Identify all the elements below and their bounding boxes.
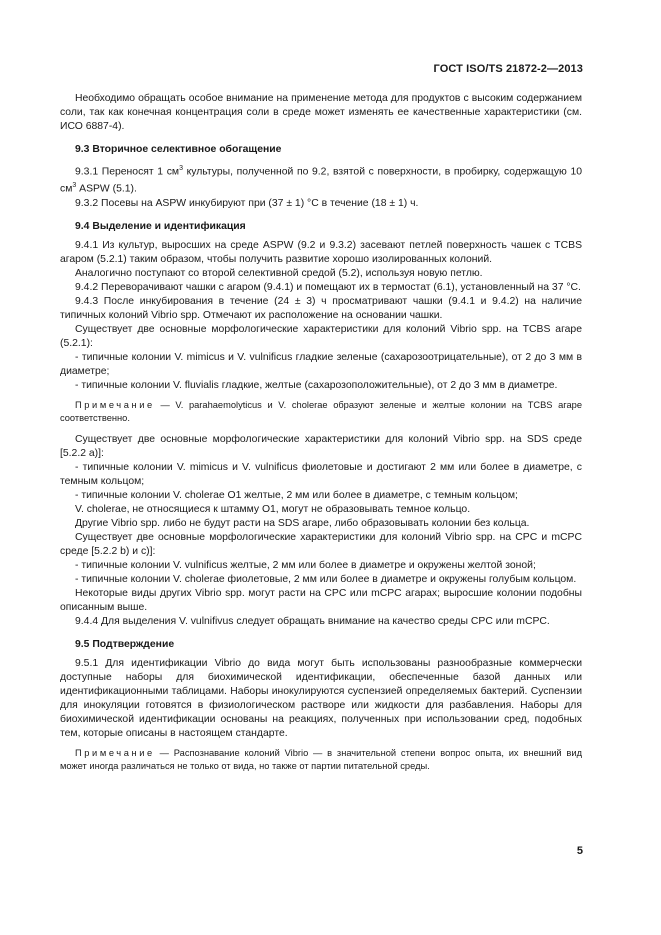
paragraph: Другие Vibrio spp. либо не будут расти на SDS агаре, либо образовывать колонии без кольца. bbox=[75, 517, 530, 529]
list-item: - типичные колонии V. mimicus и V. vulnificus фиолетовые и достигают 2 мм или более в диаметре, с темным кольцом; bbox=[60, 461, 582, 487]
page-body bbox=[60, 92, 582, 781]
paragraph-9-5-1: 9.5.1 Для идентификации Vibrio до вида могут быть использованы разнообразные коммерчески доступные наборы для биохимической идентификации, обеспеченные базой данных или идентификационными таблицами. Наборы инокулируются суспензией определяемых бактерий. Суспензии для инокуляции готовятся в физиологическом растворе или жидкости для разбавления. Наборы для биохимической идентификации основаны на реакциях, полученных при использовании сред, подобных тем, которые описаны в настоящем стандарте. bbox=[60, 657, 582, 739]
paragraph: Аналогично поступают со второй селективной средой (5.2), используя новую петлю. bbox=[75, 267, 483, 279]
paragraph: Существует две основные морфологические характеристики для колоний Vibrio spp. на TCBS агаре (5.2.1): bbox=[60, 323, 582, 349]
page-number: 5 bbox=[576, 845, 583, 857]
list-item: - типичные колонии V. mimicus и V. vulnificus гладкие зеленые (сахарозоотрицательные), от 2 до 3 мм в диаметре; bbox=[60, 351, 582, 377]
list-item: - типичные колонии V. cholerae O1 желтые, 2 мм или более в диаметре, с темным кольцом; bbox=[75, 489, 518, 501]
paragraph: Некоторые виды других Vibrio spp. могут расти на CPC или mCPC агарах; выросшие колонии подобны описанным выше. bbox=[60, 587, 582, 613]
paragraph-9-4-1: 9.4.1 Из культур, выросших на среде ASPW (9.2 и 9.3.2) засевают петлей поверхность чашек с TCBS агаром (5.2.1) таким образом, чтобы получить развитие хорошо изолированных колоний. bbox=[60, 239, 582, 265]
paragraph: Существует две основные морфологические характеристики для колоний Vibrio spp. на CPC и mCPC среде [5.2.2 b) и c)]: bbox=[60, 531, 582, 557]
section-9-5-heading: 9.5 Подтверждение bbox=[75, 638, 175, 650]
list-item: - типичные колонии V. cholerae фиолетовые, 2 мм или более в диаметре и окружены голубым кольцом. bbox=[75, 573, 577, 585]
note-2: Примечание — Распознавание колоний Vibrio — в значительной степени вопрос опыта, их внешний вид может иногда различаться не только от вида, но также от партии питательной среды. bbox=[60, 747, 582, 771]
paragraph-9-4-2: 9.4.2 Переворачивают чашки с агаром (9.4.1) и помещают их в термостат (6.1), установленный на 37 °С. bbox=[75, 281, 581, 293]
section-9-4-heading: 9.4 Выделение и идентификация bbox=[75, 220, 246, 232]
paragraph-9-4-3: 9.4.3 После инкубирования в течение (24 ± 3) ч просматривают чашки (9.4.1 и 9.4.2) на наличие типичных колоний Vibrio spp. Отмечают их расположение на основании чашки. bbox=[60, 295, 582, 321]
paragraph: Существует две основные морфологические характеристики для колоний Vibrio spp. на SDS среде [5.2.2 а)]: bbox=[60, 433, 582, 459]
section-9-3-heading: 9.3 Вторичное селективное обогащение bbox=[75, 144, 282, 155]
paragraph-9-3-2: 9.3.2 Посевы на ASPW инкубируют при (37 ± 1) °С в течение (18 ± 1) ч. bbox=[75, 197, 419, 209]
standard-designation: ГОСТ ISO/TS 21872-2—2013 bbox=[433, 63, 583, 75]
paragraph: V. cholerae, не относящиеся к штамму O1, могут не образовывать темное кольцо. bbox=[75, 503, 471, 515]
paragraph-9-3-1: 9.3.1 Переносят 1 $см^3$ культуры, полученной по 9.2, взятой с поверхности, в пробирку, содержащую 10 $см^3$ ASPW (5.1). bbox=[60, 165, 583, 195]
note-1: Примечание — V. parahaemolyticus и V. cholerae образуют зеленые и желтые колонии на TCBS агаре соответственно. bbox=[60, 399, 582, 423]
intro-paragraph: Необходимо обращать особое внимание на применение метода для продуктов с высоким содержанием соли, так как конечная концентрация соли в среде может изменять ее качественные характеристики (см. ИСО 6887-4). bbox=[60, 93, 582, 132]
paragraph-9-4-4: 9.4.4 Для выделения V. vulnifivus следует обращать внимание на качество среды CPC или mCPC. bbox=[75, 615, 550, 627]
list-item: - типичные колонии V. fluvialis гладкие, желтые (сахарозоположительные), от 2 до 3 мм в диаметре. bbox=[75, 379, 558, 391]
list-item: - типичные колонии V. vulnificus желтые, 2 мм или более в диаметре и окружены желтой зоной; bbox=[75, 559, 536, 571]
